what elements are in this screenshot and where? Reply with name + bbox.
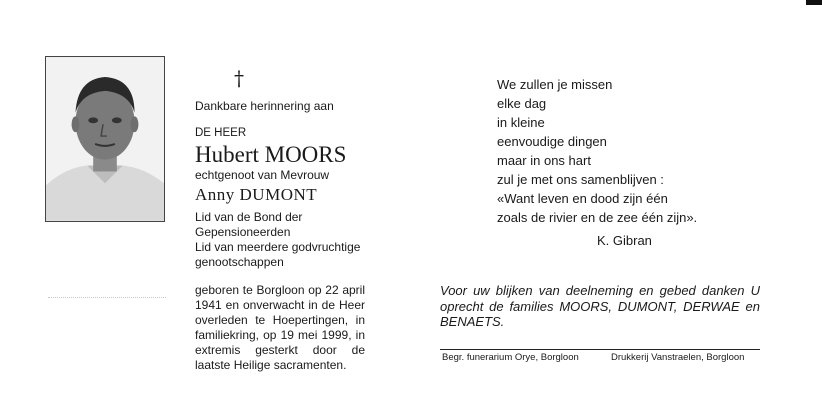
printer-credit: Drukkerij Vanstraelen, Borgloon bbox=[611, 352, 745, 363]
corner-mark bbox=[806, 0, 822, 5]
poem-author: K. Gibran bbox=[597, 233, 652, 248]
membership-line: Gepensioneerden bbox=[195, 225, 291, 239]
poem-line: zoals de rivier en de zee één zijn». bbox=[497, 210, 698, 225]
poem-line: elke dag bbox=[497, 96, 547, 111]
relation-text: echtgenoot van Mevrouw bbox=[195, 168, 330, 182]
photo-caption-line bbox=[48, 297, 166, 302]
biography-text: geboren te Borgloon op 22 april 1941 en onverwacht in de Heer overleden te Hoepertingen, in familiekring, op 19 mei 1999, in extremis gesterkt door de laatste Heilige sacramenten. bbox=[195, 283, 365, 372]
poem bbox=[497, 75, 697, 227]
poem-line: maar in ons hart bbox=[497, 153, 591, 168]
poem-line: «Want leven en dood zijn één bbox=[497, 191, 668, 206]
footer-divider bbox=[440, 349, 760, 350]
funeral-home-credit: Begr. funerarium Orye, Borgloon bbox=[442, 352, 579, 363]
membership-line: Lid van meerdere godvruchtige bbox=[195, 240, 361, 254]
poem-line: eenvoudige dingen bbox=[497, 134, 607, 149]
deceased-name: Hubert MOORS bbox=[195, 142, 347, 167]
thanks-text: Voor uw blijken van deelneming en gebed danken U oprecht de families MOORS, DUMONT, DERWAE en BENAETS. bbox=[440, 283, 760, 329]
membership-line: genootschappen bbox=[195, 255, 284, 269]
portrait-illustration bbox=[46, 57, 164, 221]
title-text: DE HEER bbox=[195, 127, 247, 139]
membership-line: Lid van de Bond der bbox=[195, 210, 303, 224]
cross-icon: † bbox=[234, 66, 244, 90]
poem-line: in kleine bbox=[497, 115, 545, 130]
remembrance-text: Dankbare herinnering aan bbox=[195, 99, 334, 113]
poem-line: zul je met ons samenblijven : bbox=[497, 172, 664, 187]
poem-line: We zullen je missen bbox=[497, 77, 613, 92]
portrait-photo bbox=[45, 56, 165, 222]
spouse-name: Anny DUMONT bbox=[195, 185, 318, 204]
